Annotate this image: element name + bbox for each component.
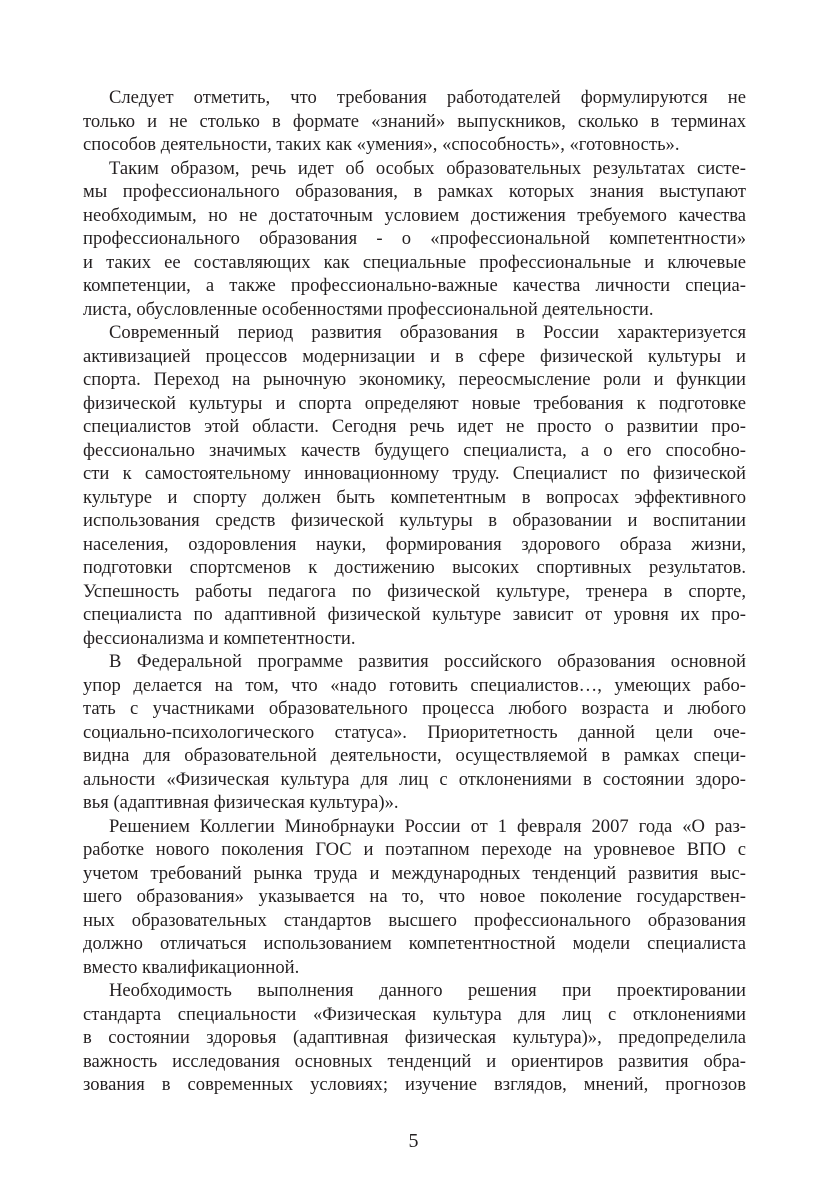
text-line: необходимым, но не достаточным условием достижения требуемого качества	[83, 204, 746, 226]
text-line: вья (адаптивная физическая культура)».	[83, 792, 399, 813]
text-line: фессионально значимых качеств будущего специалиста, а о его способно-	[83, 439, 746, 461]
text-line: культуре и спорту должен быть компетентным в вопросах эффективного	[83, 486, 746, 508]
text-line: социально-психологического статуса». Приоритетность данной цели оче-	[83, 721, 746, 743]
text-line: альности «Физическая культура для лиц с отклонениями в состоянии здоро-	[83, 768, 746, 790]
text-line: В Федеральной программе развития российского образования основной	[109, 651, 746, 672]
text-line: Таким образом, речь идет об особых образовательных результатах систе-	[109, 157, 746, 179]
text-line: важность исследования основных тенденций и ориентиров развития обра-	[83, 1050, 746, 1072]
text-line: работке нового поколения ГОС и поэтапном переходе на уровневое ВПО с	[83, 839, 746, 860]
text-line: активизацией процессов модернизации и в сфере физической культуры и	[83, 345, 746, 367]
text-line: специалиста по адаптивной физической культуре зависит от уровня их про-	[83, 604, 746, 625]
text-line: спорта. Переход на рыночную экономику, переосмысление роли и функции	[83, 369, 746, 390]
text-line: Современный период развития образования в России характеризуется	[109, 322, 746, 343]
text-line: способов деятельности, таких как «умения», «способность», «готовность».	[83, 134, 680, 155]
text-line: физической культуры и спорта определяют новые требования к подготовке	[83, 392, 746, 414]
text-line: шего образования» указывается на то, что новое поколение государствен-	[83, 886, 746, 907]
paragraph	[83, 979, 746, 1097]
text-line: компетенции, а также профессионально-важные качества личности специа-	[83, 275, 746, 296]
text-line: видна для образовательной деятельности, осуществляемой в рамках специ-	[83, 745, 746, 766]
text-line: упор делается на том, что «надо готовить специалистов…, умеющих рабо-	[83, 674, 746, 696]
text-line: в состоянии здоровья (адаптивная физическая культура)», предопределила	[83, 1027, 746, 1048]
text-line: населения, оздоровления науки, формирования здорового образа жизни,	[83, 533, 746, 555]
paragraph	[83, 157, 746, 322]
text-line: фессионализма и компетентности.	[83, 627, 356, 649]
text-line: сти к самостоятельному инновационному труду. Специалист по физической	[83, 463, 746, 484]
text-line: стандарта специальности «Физическая культура для лиц с отклонениями	[83, 1003, 746, 1025]
paragraph	[83, 815, 746, 980]
text-line: зования в современных условиях; изучение взглядов, мнений, прогнозов	[83, 1074, 746, 1095]
text-line: только и не столько в формате «знаний» выпускников, сколько в терминах	[83, 110, 746, 132]
text-line: Необходимость выполнения данного решения при проектировании	[109, 980, 746, 1001]
text-line: использования средств физической культуры в образовании и воспитании	[83, 510, 746, 531]
text-line: и таких ее составляющих как специальные профессиональные и ключевые	[83, 251, 746, 273]
page-number: 5	[408, 1130, 419, 1152]
text-line: должно отличаться использованием компетентностной модели специалиста	[83, 933, 746, 954]
text-line: ных образовательных стандартов высшего профессионального образования	[83, 909, 746, 931]
text-line: профессионального образования - о «профессиональной компетентности»	[83, 228, 746, 249]
text-line: тать с участниками образовательного процесса любого возраста и любого	[83, 698, 746, 719]
text-line: листа, обусловленные особенностями профессиональной деятельности.	[83, 298, 654, 320]
paragraph	[83, 650, 746, 815]
text-line: подготовки спортсменов к достижению высоких спортивных результатов.	[83, 557, 746, 578]
text-line: специалистов этой области. Сегодня речь идет не просто о развитии про-	[83, 416, 746, 437]
text-line: Успешность работы педагога по физической культуре, тренера в спорте,	[83, 580, 746, 602]
text-line: мы профессионального образования, в рамках которых знания выступают	[83, 181, 746, 202]
page-body	[83, 86, 746, 1097]
text-line: Решением Коллегии Минобрнауки России от 1 февраля 2007 года «О раз-	[109, 815, 746, 837]
paragraph	[83, 86, 746, 157]
text-line: Следует отметить, что требования работодателей формулируются не	[109, 87, 746, 108]
text-line: учетом требований рынка труда и международных тенденций развития выс-	[83, 862, 746, 884]
paragraph	[83, 321, 746, 650]
text-line: вместо квалификационной.	[83, 956, 300, 978]
